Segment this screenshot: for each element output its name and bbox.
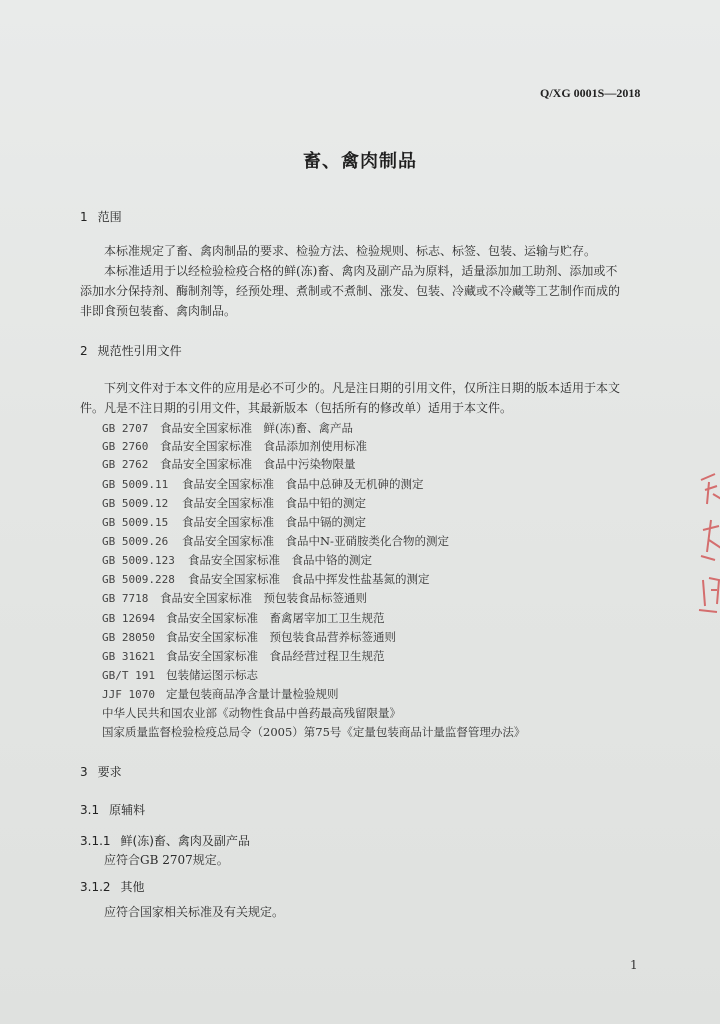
reference-title: 食品安全国家标准 食品中污染物限量 — [160, 457, 356, 471]
reference-title: 食品安全国家标准 预包装食品标签通则 — [160, 591, 367, 605]
seal-stamp-icon — [695, 460, 720, 630]
scope-paragraph-2-line-3: 非即食预包装畜、禽肉制品。 — [80, 304, 237, 318]
reference-item — [102, 629, 396, 645]
reference-title: 食品安全国家标准 食品中挥发性盐基氮的测定 — [188, 572, 430, 586]
reference-title: 食品安全国家标准 畜禽屠宰加工卫生规范 — [166, 611, 385, 625]
section-number: 3.1.1 — [80, 834, 111, 848]
reference-item — [102, 438, 367, 454]
document-title: 畜、禽肉制品 — [303, 151, 417, 172]
reference-title: 食品安全国家标准 食品经营过程卫生规范 — [166, 649, 385, 663]
reference-item — [102, 705, 401, 721]
section-1-heading — [80, 208, 122, 225]
reference-item — [102, 610, 385, 626]
reference-title: 食品安全国家标准 食品中总砷及无机砷的测定 — [182, 477, 424, 491]
reference-title: 食品安全国家标准 食品中镉的测定 — [182, 515, 366, 529]
section-3-heading — [80, 763, 122, 780]
reference-item — [102, 667, 258, 683]
reference-title: 定量包装商品净含量计量检验规则 — [166, 687, 339, 701]
reference-code: GB 5009.12 — [102, 497, 169, 510]
section-2-heading — [80, 342, 182, 359]
section-number: 1 — [80, 210, 88, 224]
seal-stamp-graphic — [695, 460, 720, 630]
section-label: 鲜(冻)畜、禽肉及副产品 — [120, 834, 250, 848]
reference-code: GB 28050 — [102, 631, 155, 644]
reference-code: GB 12694 — [102, 612, 155, 625]
reference-item — [102, 420, 353, 436]
reference-code: GB 5009.15 — [102, 516, 169, 529]
section-number: 2 — [80, 344, 88, 358]
reference-code: GB 31621 — [102, 650, 155, 663]
reference-code: GB/T 191 — [102, 669, 155, 682]
refs-intro-line-2: 件。凡是不注日期的引用文件，其最新版本（包括所有的修改单）适用于本文件。 — [80, 401, 513, 415]
reference-code: GB 2762 — [102, 458, 149, 471]
reference-item — [102, 552, 372, 568]
reference-title: 包装储运图示标志 — [166, 668, 258, 682]
requirement-3-1-1-text: 应符合GB 2707规定。 — [104, 853, 229, 867]
section-3-1-1-heading — [80, 832, 250, 849]
section-3-1-heading — [80, 801, 145, 818]
scope-paragraph-2-line-2: 添加水分保持剂、酶制剂等，经预处理、煮制或不煮制、涨发、包装、冷藏或不冷藏等工艺制作而成的 — [80, 284, 621, 298]
section-label: 其他 — [120, 880, 145, 894]
refs-intro-line-1: 下列文件对于本文件的应用是必不可少的。凡是注日期的引用文件，仅所注日期的版本适用于本文 — [104, 381, 621, 395]
reference-title: 中华人民共和国农业部《动物性食品中兽药最高残留限量》 — [102, 706, 401, 720]
section-label: 规范性引用文件 — [97, 344, 182, 358]
reference-title: 食品安全国家标准 食品中N-亚硝胺类化合物的测定 — [182, 534, 449, 548]
reference-title: 食品安全国家标准 食品添加剂使用标准 — [160, 439, 367, 453]
reference-code: GB 2707 — [102, 422, 149, 435]
reference-item — [102, 514, 366, 530]
reference-item — [102, 724, 525, 740]
section-label: 要求 — [97, 765, 122, 779]
section-number: 3.1.2 — [80, 880, 111, 894]
section-label: 范围 — [97, 210, 122, 224]
reference-code: GB 7718 — [102, 592, 149, 605]
requirement-3-1-2-text: 应符合国家相关标准及有关规定。 — [104, 905, 285, 919]
reference-code: GB 5009.11 — [102, 478, 169, 491]
reference-item — [102, 590, 367, 606]
reference-item — [102, 533, 449, 549]
reference-item — [102, 686, 339, 702]
reference-code: JJF 1070 — [102, 688, 155, 701]
scope-paragraph-2-line-1: 本标准适用于以经检验检疫合格的鲜(冻)畜、禽肉及副产品为原料，适量添加加工助剂、添加或不 — [104, 264, 618, 278]
reference-code: GB 5009.228 — [102, 573, 175, 586]
reference-title: 食品安全国家标准 食品中铬的测定 — [188, 553, 372, 567]
section-3-1-2-heading — [80, 878, 145, 895]
reference-title: 食品安全国家标准 预包装食品营养标签通则 — [166, 630, 396, 644]
standard-code: Q/XG 0001S—2018 — [540, 86, 641, 100]
reference-code: GB 5009.26 — [102, 535, 169, 548]
section-number: 3.1 — [80, 803, 100, 817]
reference-item — [102, 648, 385, 664]
reference-item — [102, 571, 430, 587]
section-number: 3 — [80, 765, 88, 779]
scope-paragraph-1: 本标准规定了畜、禽肉制品的要求、检验方法、检验规则、标志、标签、包装、运输与贮存。 — [104, 244, 597, 258]
reference-item — [102, 476, 424, 492]
reference-code: GB 5009.123 — [102, 554, 175, 567]
section-label: 原辅料 — [109, 803, 146, 817]
reference-title: 食品安全国家标准 食品中铅的测定 — [182, 496, 366, 510]
reference-title: 国家质量监督检验检疫总局令（2005）第75号《定量包装商品计量监督管理办法》 — [102, 725, 526, 739]
reference-item — [102, 495, 366, 511]
page-number: 1 — [630, 958, 638, 972]
reference-item — [102, 456, 356, 472]
reference-code: GB 2760 — [102, 440, 149, 453]
reference-title: 食品安全国家标准 鲜(冻)畜、禽产品 — [160, 421, 353, 435]
